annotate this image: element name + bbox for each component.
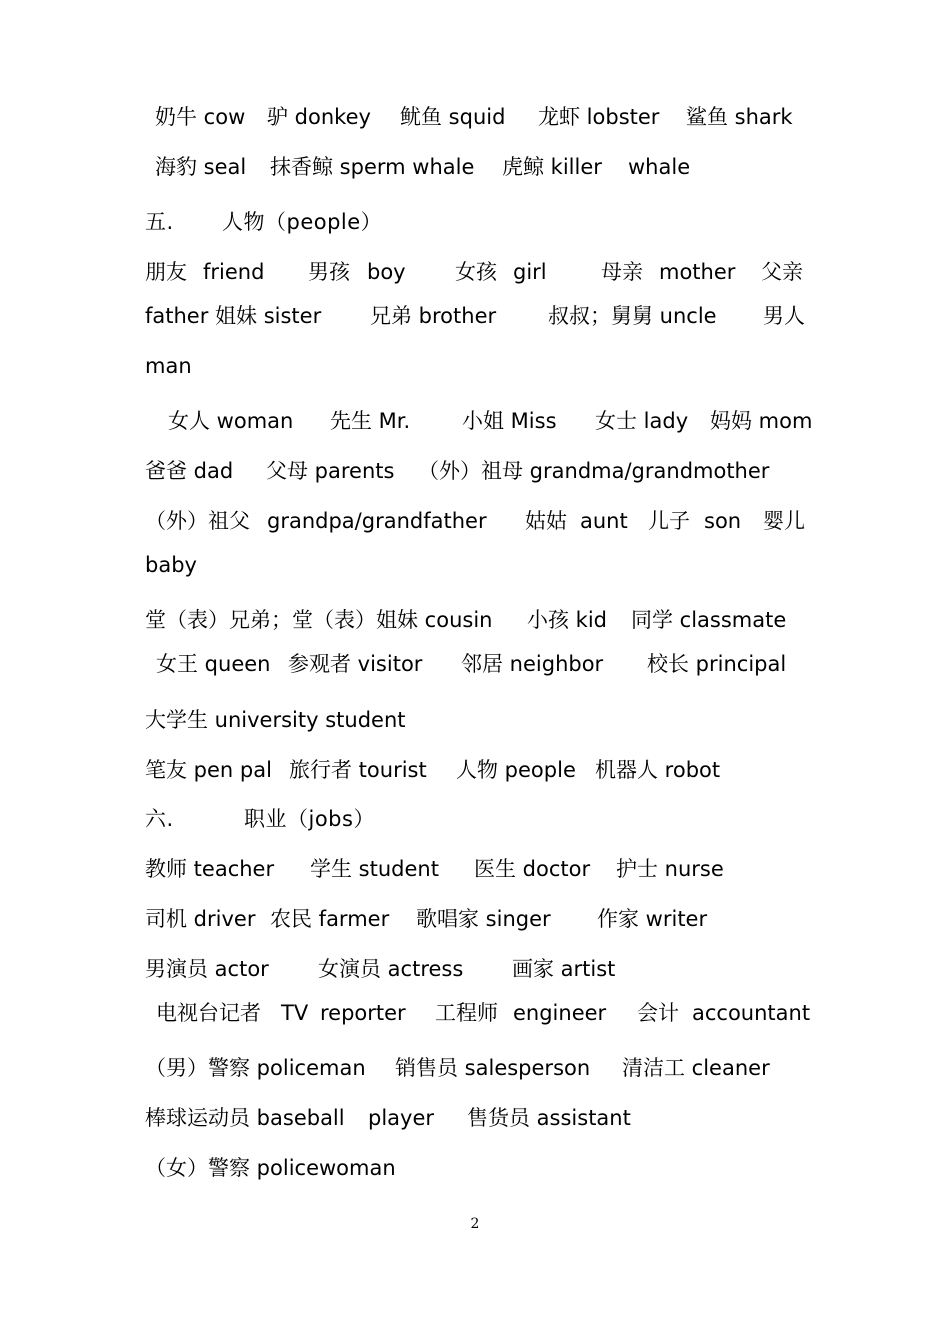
vocab-chinese: 儿子: [648, 509, 690, 533]
vocab-chinese: 女孩: [455, 260, 497, 284]
vocab-english: boy: [367, 260, 406, 284]
vocab-chinese: （外）祖父: [145, 509, 250, 533]
vocab-entry: 笔友 pen pal: [145, 758, 272, 782]
vocab-entry: 抹香鲸 sperm whale: [270, 155, 475, 179]
vocab-line: [0, 351, 950, 381]
vocab-entry: 医生 doctor: [474, 857, 591, 881]
vocab-chinese: 婴儿: [763, 509, 805, 533]
section-heading-people: [0, 207, 950, 237]
vocab-chinese: 工程师: [435, 1001, 498, 1025]
vocab-entry: 叔叔；舅舅 uncle: [548, 304, 717, 328]
vocab-entry: 教师 teacher: [145, 857, 275, 881]
vocab-line: [0, 456, 950, 486]
section-number: 五.: [145, 210, 174, 234]
section-heading-jobs: [0, 804, 950, 834]
vocab-chinese: 父亲: [761, 260, 803, 284]
vocab-entry: 学生 student: [310, 857, 439, 881]
vocab-entry: man: [145, 354, 192, 378]
vocab-entry: （女）警察 policewoman: [145, 1156, 396, 1180]
vocab-entry: 大学生 university student: [145, 708, 406, 732]
vocab-line: [0, 257, 950, 287]
vocab-chinese: 男孩: [308, 260, 350, 284]
vocab-line: [0, 1153, 950, 1183]
vocab-english: TV: [281, 1001, 309, 1025]
vocab-entry: 棒球运动员 baseball: [145, 1106, 345, 1130]
vocab-line: [0, 152, 950, 182]
vocab-entry: 奶牛 cow: [155, 105, 246, 129]
vocab-line: [0, 998, 950, 1028]
vocab-entry: 驴 donkey: [267, 105, 371, 129]
vocab-chinese: 电视台记者: [156, 1001, 261, 1025]
vocab-line: [0, 1053, 950, 1083]
vocab-entry: player: [368, 1106, 435, 1130]
vocab-entry: 鲨鱼 shark: [686, 105, 793, 129]
vocab-english: grandpa/grandfather: [267, 509, 487, 533]
vocab-entry: father 姐妹 sister: [145, 304, 322, 328]
vocab-entry: 爸爸 dad: [145, 459, 234, 483]
vocab-entry: 邻居 neighbor: [461, 652, 604, 676]
vocab-entry: 参观者 visitor: [288, 652, 423, 676]
vocab-entry: 男人: [763, 304, 805, 328]
section-title: 职业（jobs）: [244, 807, 375, 831]
vocab-entry: 农民 farmer: [270, 907, 390, 931]
vocab-entry: 人物 people: [456, 758, 576, 782]
vocab-line: [0, 550, 950, 580]
section-title: 人物（people）: [222, 210, 383, 234]
vocab-line: [0, 1103, 950, 1133]
vocab-english: son: [704, 509, 742, 533]
vocab-line: [0, 904, 950, 934]
vocab-entry: 海豹 seal: [155, 155, 247, 179]
vocab-line: [0, 605, 950, 635]
vocab-line: [0, 406, 950, 436]
vocab-entry: 女士 lady: [595, 409, 689, 433]
page-number: 2: [470, 1216, 480, 1232]
vocab-english: accountant: [692, 1001, 811, 1025]
vocab-entry: 售货员 assistant: [467, 1106, 631, 1130]
vocab-chinese: 会计: [637, 1001, 679, 1025]
vocab-line: [0, 705, 950, 735]
vocab-line: [0, 854, 950, 884]
vocab-entry: （男）警察 policeman: [145, 1056, 366, 1080]
vocab-entry: 鱿鱼 squid: [400, 105, 506, 129]
vocab-line: [0, 102, 950, 132]
vocab-entry: 歌唱家 singer: [416, 907, 551, 931]
vocab-english: friend: [203, 260, 265, 284]
vocab-entry: 同学 classmate: [631, 608, 787, 632]
vocab-entry: whale: [628, 155, 691, 179]
vocab-english: engineer: [513, 1001, 607, 1025]
vocab-entry: 先生 Mr.: [330, 409, 411, 433]
vocab-entry: 旅行者 tourist: [289, 758, 427, 782]
vocab-english: reporter: [320, 1001, 406, 1025]
vocab-entry: 机器人 robot: [595, 758, 721, 782]
vocab-entry: 画家 artist: [512, 957, 616, 981]
vocab-entry: 女人 woman: [168, 409, 294, 433]
vocab-entry: 小姐 Miss: [462, 409, 557, 433]
vocab-line: [0, 301, 950, 331]
vocab-entry: 虎鲸 killer: [502, 155, 602, 179]
vocab-entry: 父母 parents: [266, 459, 395, 483]
vocab-entry: 兄弟 brother: [370, 304, 497, 328]
vocab-entry: 校长 principal: [647, 652, 787, 676]
vocab-entry: 销售员 salesperson: [395, 1056, 591, 1080]
vocab-entry: 女演员 actress: [318, 957, 464, 981]
vocab-chinese: 母亲: [601, 260, 643, 284]
vocab-english: aunt: [580, 509, 628, 533]
vocab-chinese: 朋友: [145, 260, 187, 284]
section-number: 六.: [145, 807, 174, 831]
vocab-line: [0, 755, 950, 785]
vocab-entry: 作家 writer: [597, 907, 708, 931]
vocab-entry: （外）祖母 grandma/grandmother: [418, 459, 770, 483]
vocab-english: girl: [513, 260, 547, 284]
vocab-entry: 龙虾 lobster: [538, 105, 660, 129]
vocab-entry: 司机 driver: [145, 907, 256, 931]
vocab-entry: 男演员 actor: [145, 957, 269, 981]
vocab-entry: 小孩 kid: [527, 608, 608, 632]
vocab-entry: 护士 nurse: [616, 857, 724, 881]
vocab-line: [0, 954, 950, 984]
vocab-entry: 清洁工 cleaner: [622, 1056, 770, 1080]
vocab-entry: baby: [145, 553, 197, 577]
vocab-line: [0, 649, 950, 679]
vocab-entry: 女王 queen: [156, 652, 271, 676]
vocab-chinese: 姑姑: [525, 509, 567, 533]
vocab-line: [0, 506, 950, 536]
vocab-entry: 妈妈 mom: [710, 409, 813, 433]
vocab-entry: 堂（表）兄弟；堂（表）姐妹 cousin: [145, 608, 493, 632]
vocab-english: mother: [659, 260, 736, 284]
